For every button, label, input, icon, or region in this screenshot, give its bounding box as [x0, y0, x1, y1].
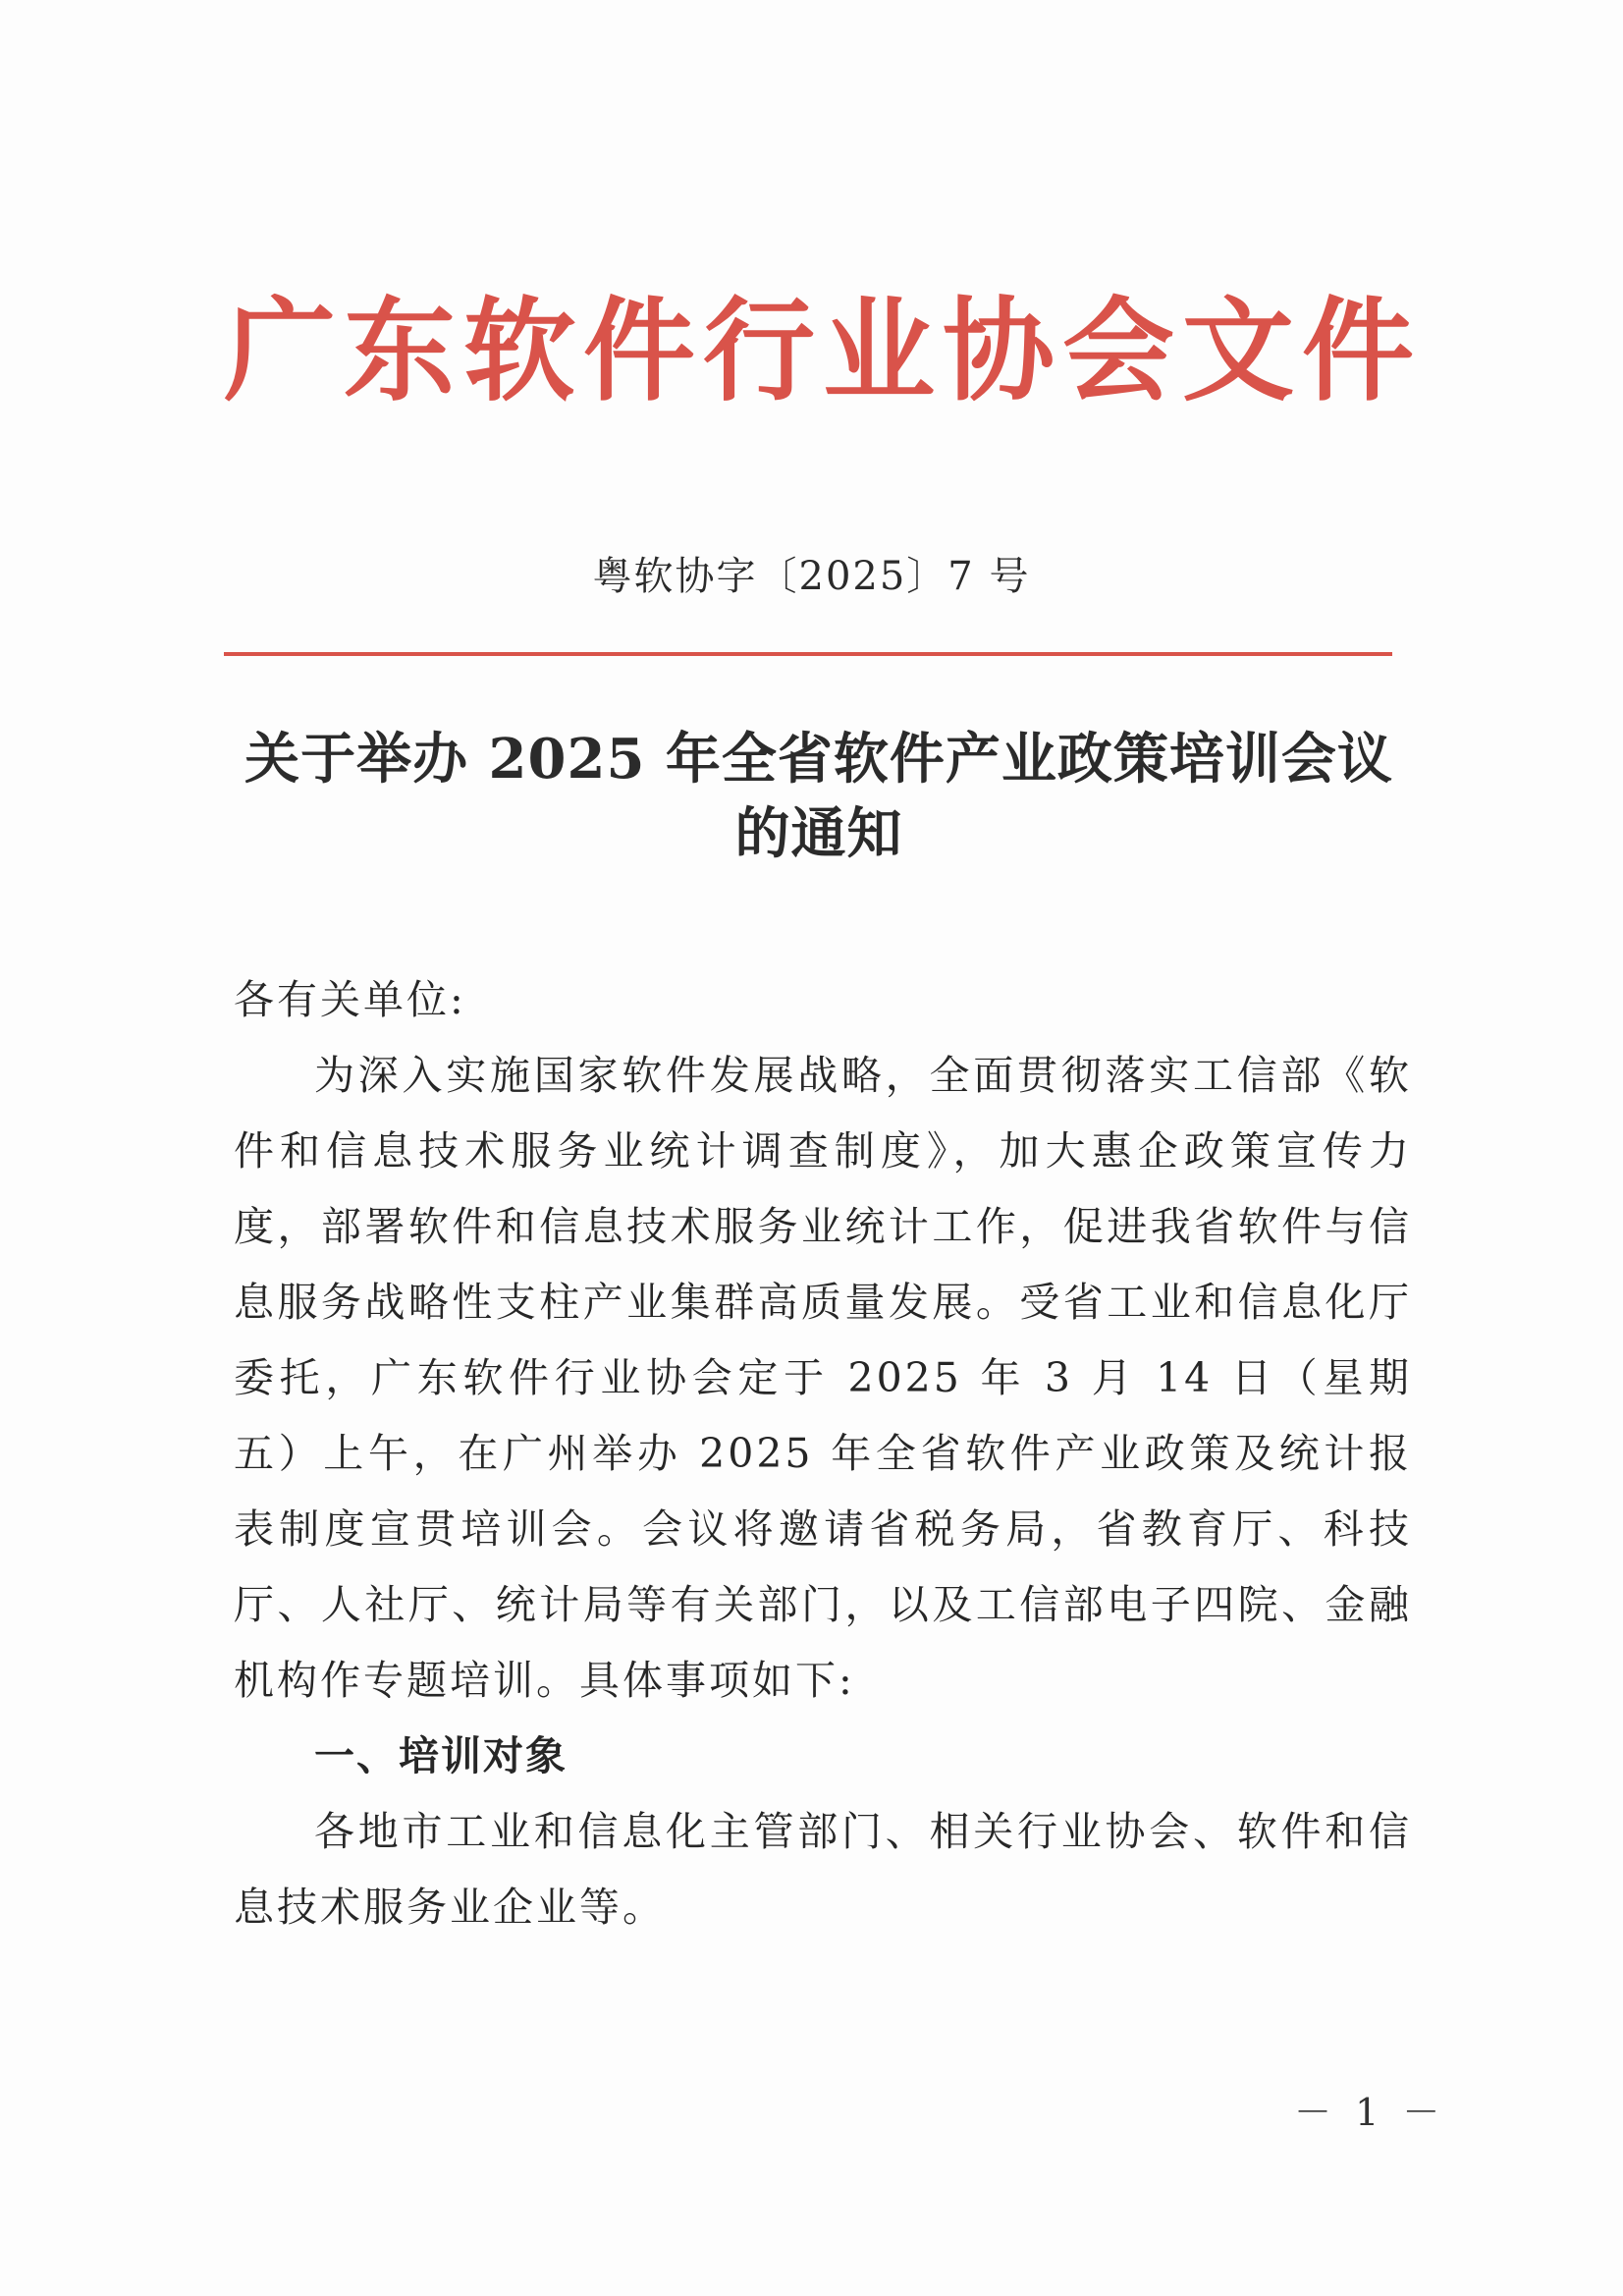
section-heading-training-targets: 一、培训对象: [314, 1732, 568, 1779]
paragraph-intro: 为深入实施国家软件发展战略，全面贯彻落实工信部《软件和信息技术服务业统计调查制度》，加大惠企政策宣传力度，部署软件和信息技术服务业统计工作，促进我省软件与信息服务战略性支柱产业集群高质量发展。受省工业和信息化厅委托，广东软件行业协会定于 2025 年 3 月 14 日（星期五）上午，在广州举办 2025 年全省软件产业政策及统计报表制度宣贯培训会。会议将邀请省税务局，省教育厅、科技厅、人社厅、统计局等有关部门，以及工信部电子四院、金融机构作专题培训。具体事项如下:: [234, 1052, 1412, 1704]
document-body: [234, 962, 1412, 1945]
document-number: 粤软协字〔2025〕7 号: [592, 554, 1031, 599]
document-title: 关于举办 2025 年全省软件产业政策培训会议的通知: [244, 727, 1393, 866]
organization-header: 广东软件行业协会文件: [224, 285, 1423, 416]
page-number: － 1 －: [1294, 2091, 1446, 2134]
red-divider-line: [224, 652, 1392, 656]
paragraph-training-targets: 各地市工业和信息化主管部门、相关行业协会、软件和信息技术服务业企业等。: [234, 1808, 1412, 1931]
salutation: 各有关单位:: [234, 976, 466, 1023]
